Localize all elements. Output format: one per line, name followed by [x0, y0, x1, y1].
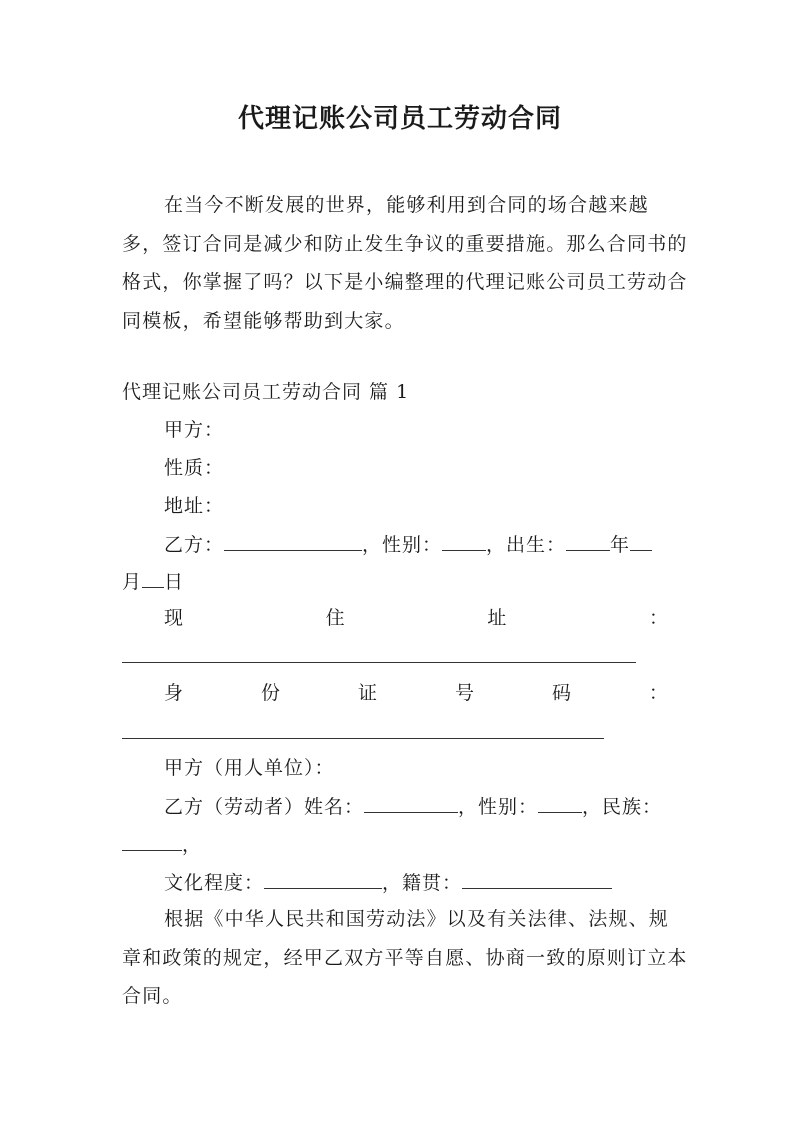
education-blank: [264, 870, 382, 889]
id-number-char: 份: [260, 682, 280, 704]
worker-line: [164, 794, 662, 819]
party-b-birth-label: ，出生：: [486, 534, 567, 556]
worker-line-end: ，: [182, 834, 203, 856]
id-number-blank: [122, 738, 604, 739]
origin-label: ，籍贯：: [382, 872, 463, 894]
party-b-year-label: 年: [610, 534, 631, 556]
residence-char: 住: [325, 607, 345, 629]
residence-char: 现: [164, 607, 184, 629]
worker-ethnicity-blank: [122, 832, 182, 851]
section-heading: 代理记账公司员工劳动合同 篇 1: [122, 381, 410, 403]
address-label: 地址：: [164, 495, 225, 517]
employer-label: 甲方（用人单位）：: [164, 757, 335, 779]
party-b-day-blank: [142, 569, 164, 588]
education-label: 文化程度：: [164, 872, 265, 894]
id-number-label: [164, 681, 668, 705]
document-title: 代理记账公司员工劳动合同: [237, 104, 562, 134]
worker-gender-label: ，性别：: [458, 796, 539, 818]
party-b-line: [164, 532, 652, 557]
education-line: [164, 870, 612, 895]
nature-label: 性质：: [164, 457, 225, 479]
origin-blank: [462, 870, 612, 889]
party-b-gender-blank: [442, 532, 486, 551]
residence-char: ：: [648, 607, 668, 629]
id-number-char: 身: [164, 682, 184, 704]
worker-line-cont: [122, 832, 202, 857]
party-b-month-label: 月: [122, 571, 143, 593]
party-a-label: 甲方：: [164, 419, 225, 441]
id-number-char: ：: [648, 682, 668, 704]
party-b-year-blank: [566, 532, 610, 551]
basis-paragraph: 根据《中华人民共和国劳动法》以及有关法律、法规、规章和政策的规定，经甲乙双方平等自愿、协商一致的原则订立本合同。: [122, 908, 688, 1007]
party-b-name-blank: [224, 532, 362, 551]
party-b-gender-label: ，性别：: [362, 534, 443, 556]
party-b-line-cont: [122, 569, 184, 594]
worker-name-blank: [364, 794, 458, 813]
residence-blank: [122, 662, 636, 663]
worker-ethnicity-label: ，民族：: [582, 796, 663, 818]
residence-char: 址: [487, 607, 507, 629]
id-number-char: 码: [551, 682, 571, 704]
intro-paragraph: 在当今不断发展的世界，能够利用到合同的场合越来越多，签订合同是减少和防止发生争议的重要措施。那么合同书的格式，你掌握了吗？以下是小编整理的代理记账公司员工劳动合同模板，希望能够帮助到大家。: [122, 194, 688, 332]
worker-name-label: 乙方（劳动者）姓名：: [164, 796, 365, 818]
worker-gender-blank: [538, 794, 582, 813]
party-b-month-blank: [630, 532, 652, 551]
party-b-label: 乙方：: [164, 534, 225, 556]
id-number-char: 号: [454, 682, 474, 704]
id-number-char: 证: [357, 682, 377, 704]
residence-label: [164, 606, 668, 630]
party-b-day-label: 日: [164, 571, 185, 593]
